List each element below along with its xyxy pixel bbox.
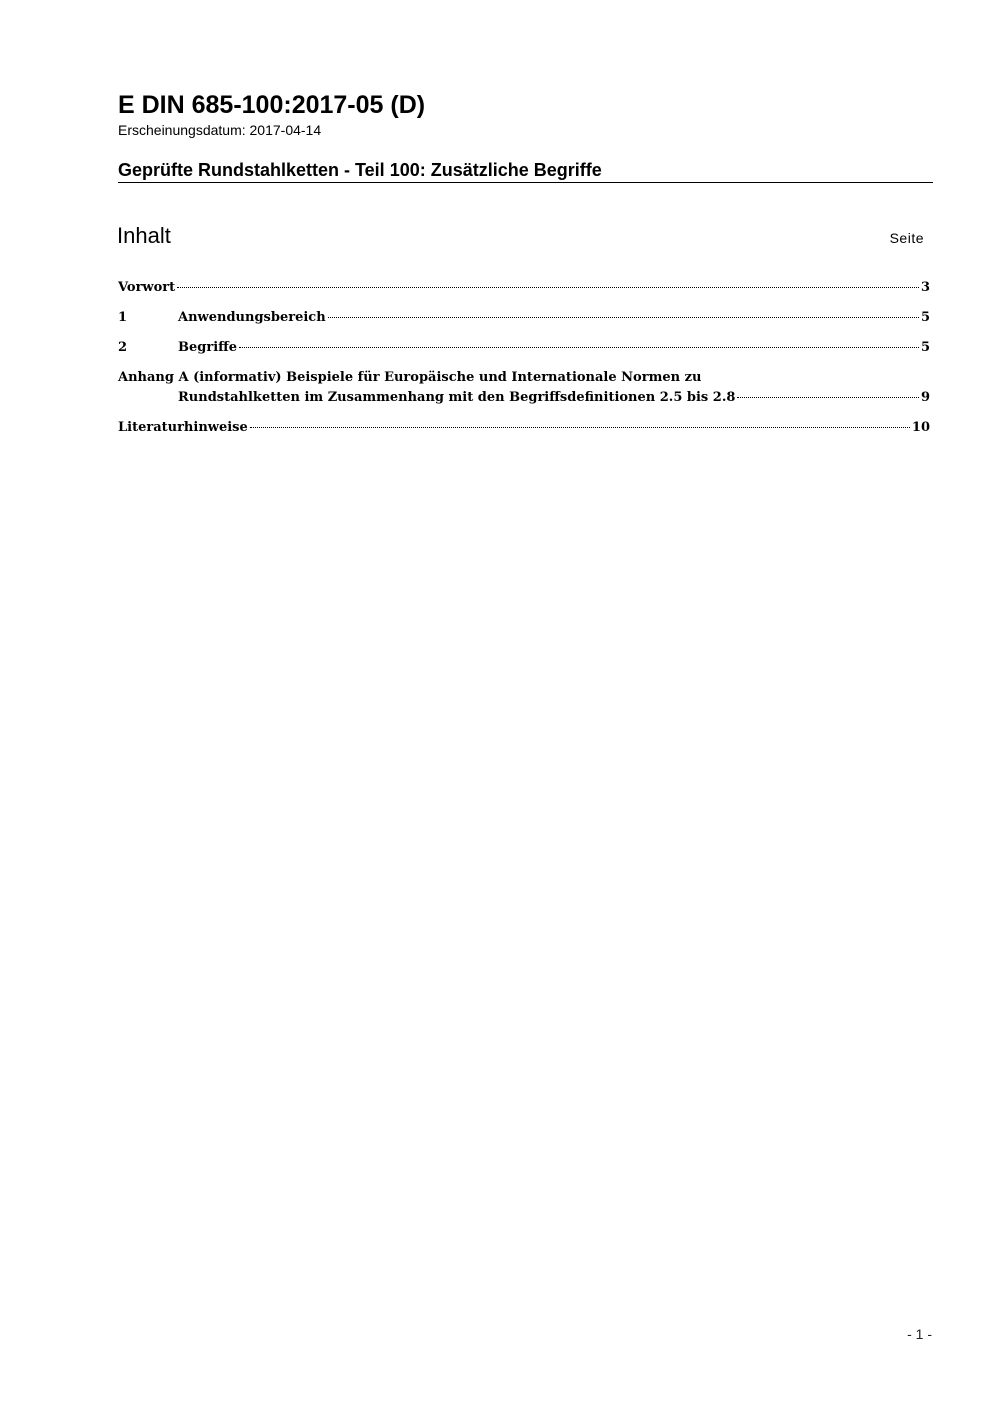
publication-date: Erscheinungsdatum: 2017-04-14 <box>118 122 322 138</box>
toc-entry-text: Anwendungsbereich <box>178 310 326 325</box>
toc-entry-page: 3 <box>920 280 930 295</box>
toc-entry-literaturhinweise[interactable] <box>118 420 930 440</box>
title-divider <box>118 182 933 183</box>
toc-heading: Inhalt <box>117 223 171 248</box>
footer-page-number: - 1 - <box>907 1326 932 1342</box>
toc-leader-dots <box>328 313 919 318</box>
toc-leader-dots <box>239 343 919 348</box>
toc-entry-text: Literaturhinweise <box>118 420 248 435</box>
toc-annex-title-line2-row <box>118 390 930 410</box>
toc-entry-text: Begriffe <box>178 340 238 355</box>
document-id: E DIN 685-100:2017-05 (D) <box>118 91 426 119</box>
toc-entry-page: 9 <box>920 390 930 405</box>
toc-entry-number: 1 <box>118 310 128 325</box>
toc-entry-begriffe[interactable] <box>118 340 930 360</box>
toc-entry-vorwort[interactable] <box>118 280 930 300</box>
toc-annex-title-line2: Rundstahlketten im Zusammenhang mit den Begriffsdefinitionen 2.5 bis 2.8 <box>178 390 736 405</box>
table-of-contents <box>118 280 930 450</box>
toc-page-column-label: Seite <box>889 230 924 246</box>
toc-annex-title-line1: Anhang A (informativ) Beispiele für Europäische und Internationale Normen zu <box>118 370 702 385</box>
toc-entry-number: 2 <box>118 340 128 355</box>
document-title: Geprüfte Rundstahlketten - Teil 100: Zusätzliche Begriffe <box>118 160 602 180</box>
toc-leader-dots <box>250 423 910 428</box>
toc-entry-page: 5 <box>920 310 930 325</box>
toc-leader-dots <box>737 393 919 398</box>
toc-leader-dots <box>177 283 919 288</box>
toc-entry-page: 5 <box>920 340 930 355</box>
toc-entry-text: Vorwort <box>118 280 176 295</box>
toc-entry-page: 10 <box>911 420 930 435</box>
toc-entry-annex-a[interactable] <box>118 370 930 410</box>
toc-entry-anwendungsbereich[interactable] <box>118 310 930 330</box>
